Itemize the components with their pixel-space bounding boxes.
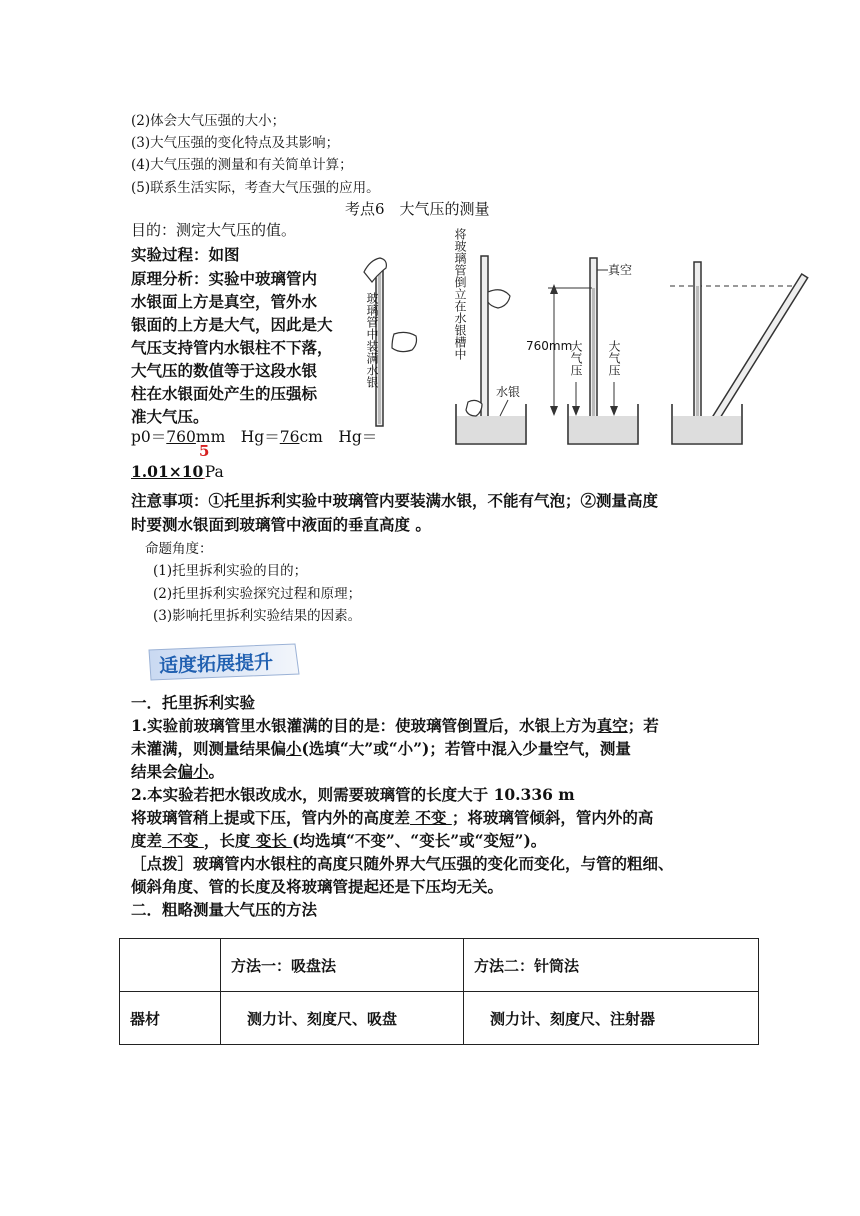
p0-value-mm: 760: [166, 428, 196, 446]
principle-line: 银面的上方是大气，因此是大: [131, 315, 333, 334]
p0-value-cm: 76: [279, 428, 300, 446]
purpose-text: 目的：测定大气压的值。: [131, 221, 297, 239]
intro-item-4: (4)大气压强的测量和有关简单计算；: [131, 157, 353, 173]
methods-table: [119, 938, 759, 1045]
mercury-surface: [569, 416, 637, 443]
process-text: 实验过程：如图: [131, 245, 240, 264]
q1-answer-3: 偏小: [177, 762, 209, 781]
label-atm: 大气压: [607, 340, 621, 376]
q1-line-1: 1.实验前玻璃管里水银灌满的目的是：使玻璃管倒置后，水银上方为真空；若: [131, 716, 659, 735]
q1-line-3: 结果会偏小。: [131, 762, 225, 781]
mercury-column: [592, 288, 595, 428]
p0-unit-mm: mm Hg＝: [195, 428, 280, 446]
ext-heading-1: 一．托里拆利实验: [131, 693, 256, 712]
table-row: [120, 939, 759, 992]
intro-item-2: (2)体会大气压强的大小；: [131, 113, 286, 129]
p0-value-pa: 1.01×10: [131, 462, 204, 481]
p0-unit-pa: Pa: [204, 463, 224, 481]
q3-line-2: 度差 不变 ，长度 变长 (均选填“不变”、“变长”或“变短”)。: [131, 831, 547, 850]
table-cell: 方法一：吸盘法: [221, 939, 464, 992]
mercury-surface: [457, 416, 525, 443]
p0-equation: [131, 425, 377, 447]
hand-icon: [466, 400, 482, 416]
table-row: [120, 992, 759, 1045]
mercury-surface: [673, 416, 741, 443]
label-invert: 将玻璃管倒立在水银槽中: [453, 228, 467, 360]
principle-line: 准大气压。: [131, 407, 209, 426]
intro-item-5: (5)联系生活实际，考查大气压强的应用。: [131, 180, 380, 196]
q3-line-1: 将玻璃管稍上提或下压，管内外的高度差 不变 ；将玻璃管倾斜，管内外的高: [131, 808, 654, 827]
label-atm: 大气压: [569, 340, 583, 376]
q1-answer-1: 真空: [596, 716, 628, 735]
torricelli-figure: [350, 222, 810, 452]
section-title: 考点6 大气压的测量: [345, 200, 490, 218]
principle-line: 柱在水银面处产生的压强标: [131, 384, 318, 403]
q3-answer-1: 不变: [410, 808, 452, 827]
q1-answer-2: 小: [286, 739, 302, 758]
p0-prefix: p0＝: [131, 428, 167, 446]
table-cell: 器材: [120, 992, 221, 1045]
label-fill: 玻璃管中装满水银: [365, 292, 379, 388]
section-banner: [145, 642, 301, 682]
principle-line: 原理分析：实验中玻璃管内: [131, 269, 318, 288]
principle-line: 大气压的数值等于这段水银: [131, 361, 318, 380]
exam-angle-item: (1)托里拆利实验的目的；: [153, 563, 308, 579]
hand-icon: [392, 332, 417, 351]
principle-line: 水银面上方是真空，管外水: [131, 292, 318, 311]
exam-angles-heading: 命题角度：: [145, 541, 213, 557]
tip-line: ［点拨］玻璃管内水银柱的高度只随外界大气压强的变化而变化，与管的粗细、: [131, 854, 674, 873]
p0-pa: [131, 462, 224, 481]
table-cell: 方法二：针筒法: [464, 939, 759, 992]
q3-answer-3: 变长: [250, 831, 293, 850]
ext-heading-2: 二．粗略测量大气压的方法: [131, 900, 318, 919]
hand-icon: [488, 290, 510, 308]
p0-unit-cm: cm Hg＝: [299, 428, 378, 446]
intro-item-3: (3)大气压强的变化特点及其影响；: [131, 135, 340, 151]
q1-line-2: 未灌满，则测量结果偏小(选填“大”或“小”)；若管中混入少量空气，测量: [131, 739, 631, 758]
table-cell: [120, 939, 221, 992]
table-cell: 测力计、刻度尺、吸盘: [221, 992, 464, 1045]
table-cell: 测力计、刻度尺、注射器: [464, 992, 759, 1045]
glass-tube-tilted: [708, 274, 807, 427]
notes-line: 时要测水银面到玻璃管中液面的垂直高度 。: [131, 515, 431, 534]
q2-line: 2.本实验若把水银改成水，则需要玻璃管的长度大于 10.336 m: [131, 785, 575, 804]
label-mercury: 水银: [496, 385, 521, 399]
exam-angle-item: (3)影响托里拆利实验结果的因素。: [153, 608, 362, 624]
tip-line: 倾斜角度、管的长度及将玻璃管提起还是下压均无关。: [131, 877, 504, 896]
label-vacuum: 真空: [608, 263, 633, 277]
label-760: 760mm: [526, 339, 573, 353]
q3-answer-2: 不变: [162, 831, 204, 850]
mercury-column: [696, 286, 699, 426]
exam-angle-item: (2)托里拆利实验探究过程和原理；: [153, 586, 362, 602]
p0-exponent: 5: [199, 442, 210, 460]
notes-line: 注意事项：①托里拆利实验中玻璃管内要装满水银，不能有气泡；②测量高度: [131, 491, 659, 510]
banner-text: 适度拓展提升: [158, 652, 274, 678]
glass-tube: [481, 256, 488, 422]
principle-line: 气压支持管内水银柱不下落，: [131, 338, 333, 357]
